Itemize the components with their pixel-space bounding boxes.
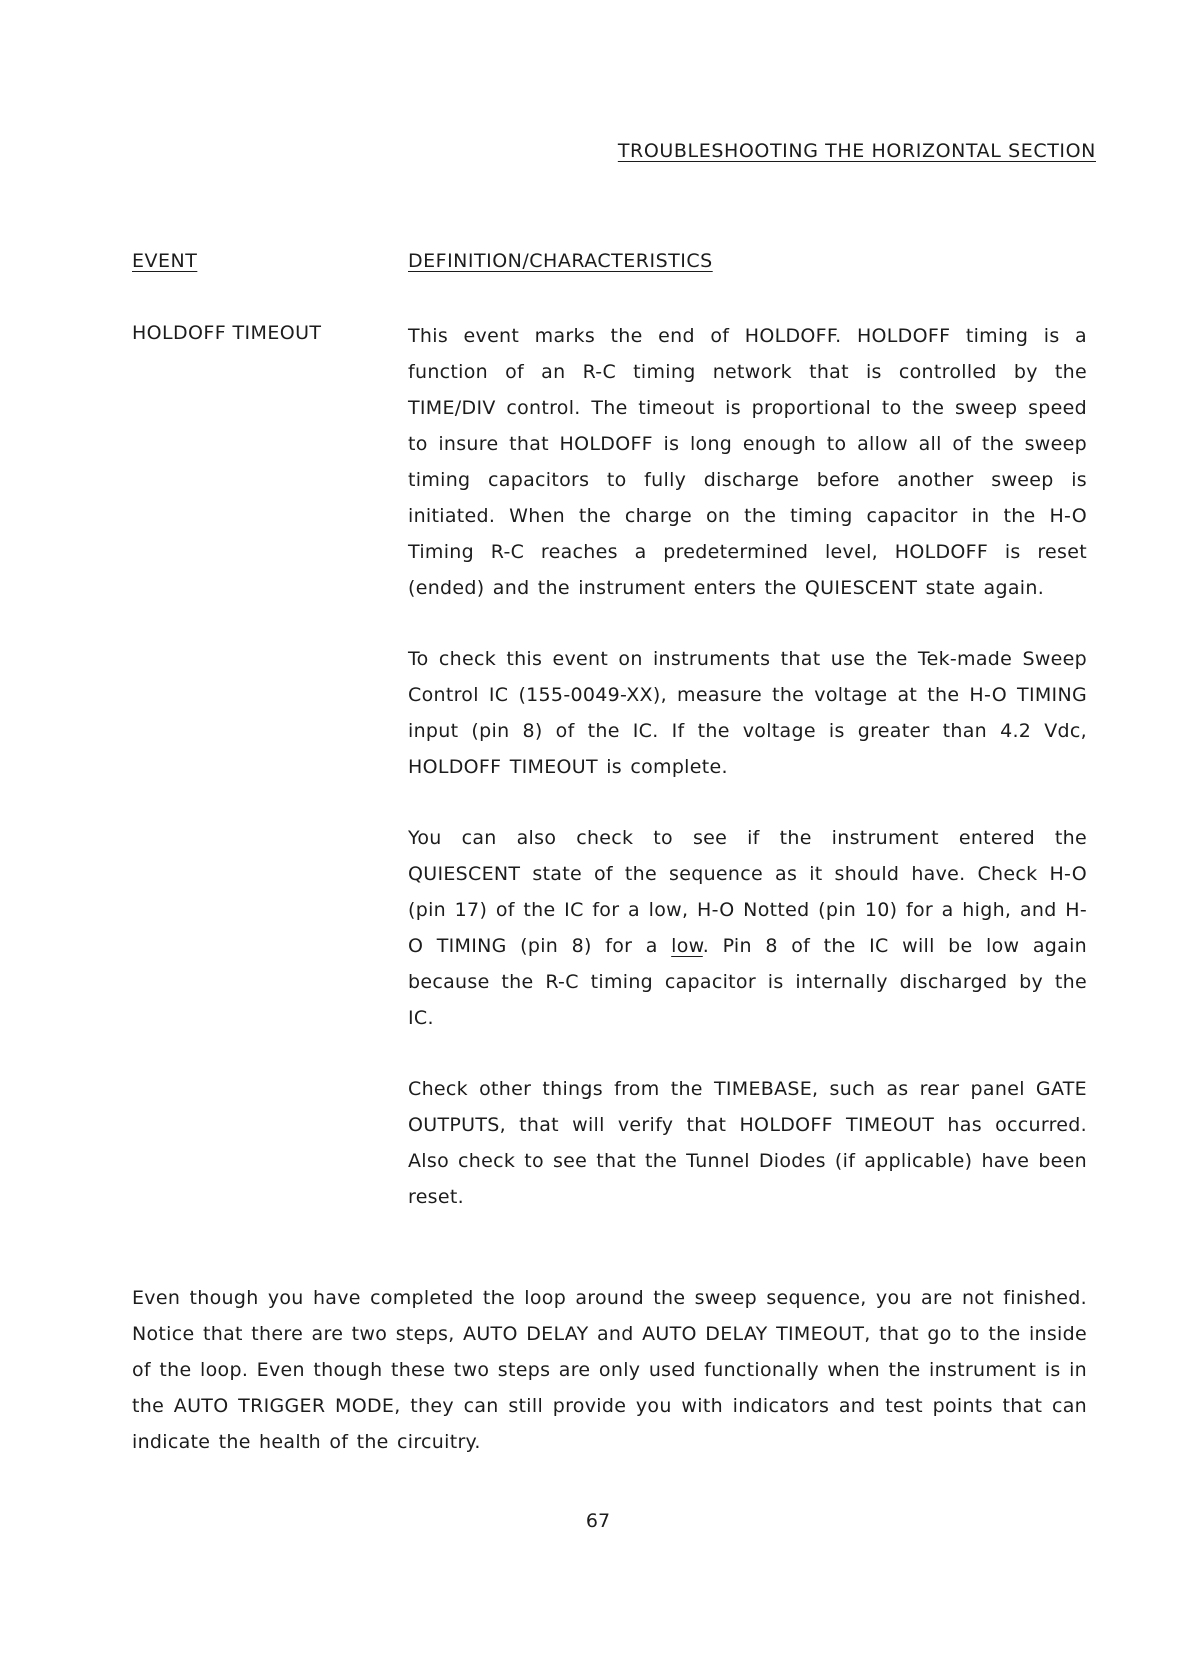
underlined-word-low: low bbox=[671, 935, 703, 957]
definition-column-heading: DEFINITION/CHARACTERISTICS bbox=[408, 250, 713, 272]
paragraph-3-text-start: You can also check to see if the instrument entered the QUIESCENT state of the sequence as it should have. Check H-O (pin 17) of the IC for a low, H-O Notted (pin 10) for a high, and H-O TIMING (pin 8) for a bbox=[408, 827, 1087, 957]
page-number: 67 bbox=[585, 1510, 611, 1532]
page-header: TROUBLESHOOTING THE HORIZONTAL SECTION bbox=[617, 140, 1096, 162]
event-column-heading: EVENT bbox=[132, 250, 198, 272]
event-name: HOLDOFF TIMEOUT bbox=[132, 322, 322, 344]
closing-paragraph: Even though you have completed the loop around the sweep sequence, you are not finished. Notice that there are two steps, AUTO DELAY and AUTO DELAY TIMEOUT, that go to the inside of the loop. Even though these two steps are only used functionally when the instrument is in the AUTO TRIGGER MODE, they can still provide you with indicators and test points that can indicate the health of the circuitry. bbox=[132, 1287, 1087, 1453]
paragraph-3-text-end: . Pin 8 of the IC will be low again because the R-C timing capacitor is internally discharged by the IC. bbox=[408, 935, 1087, 1029]
definition-body bbox=[408, 318, 1087, 1250]
definition-paragraph-4: Check other things from the TIMEBASE, such as rear panel GATE OUTPUTS, that will verify that HOLDOFF TIMEOUT has occurred. Also check to see that the Tunnel Diodes (if applicable) have been reset. bbox=[408, 1078, 1087, 1208]
definition-paragraph-3 bbox=[408, 820, 1087, 1036]
definition-paragraph-1: This event marks the end of HOLDOFF. HOLDOFF timing is a function of an R-C timing network that is controlled by the TIME/DIV control. The timeout is proportional to the sweep speed to insure that HOLDOFF is long enough to allow all of the sweep timing capacitors to fully discharge before another sweep is initiated. When the charge on the timing capacitor in the H-O Timing R-C reaches a predetermined level, HOLDOFF is reset (ended) and the instrument enters the QUIESCENT state again. bbox=[408, 325, 1087, 599]
definition-paragraph-2: To check this event on instruments that use the Tek-made Sweep Control IC (155-0049-XX), measure the voltage at the H-O TIMING input (pin 8) of the IC. If the voltage is greater than 4.2 Vdc, HOLDOFF TIMEOUT is complete. bbox=[408, 648, 1087, 778]
